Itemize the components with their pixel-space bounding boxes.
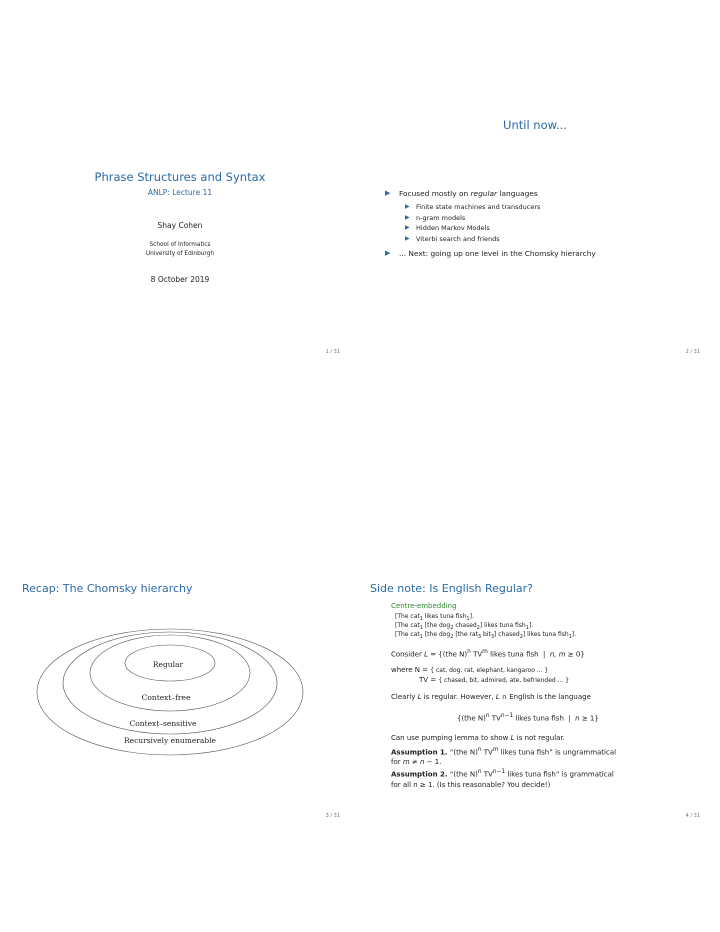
page-number: 3 / 31 — [325, 813, 340, 819]
example-sentence-1: [The cat$_1$ likes tuna fish$_1$]. — [395, 613, 474, 623]
slide-3 — [10, 580, 350, 820]
slide-4 — [365, 580, 705, 820]
clearly-regular: Clearly L is regular. However, L ∩ English is the language — [391, 693, 591, 701]
sub-bullet: ▶ Hidden Markov Models — [405, 223, 695, 234]
date: 8 October 2019 — [150, 275, 210, 284]
intersection-language: {(the N)$^n$ $TV^{n-1}$ likes tuna fish | n ≥ 1} — [457, 713, 599, 723]
pumping-lemma: Can use pumping lemma to show L is not regular. — [391, 734, 565, 742]
sub-bullet: ▶ n-gram models — [405, 213, 695, 224]
slide-2 — [365, 115, 705, 355]
sub-bullet-list — [405, 202, 695, 244]
sub-bullet: ▶ Viterbi search and friends — [405, 234, 695, 245]
slide-1 — [10, 115, 350, 355]
chomsky-hierarchy-diagram — [10, 605, 350, 800]
slide-title: Side note: Is English Regular? — [370, 582, 533, 595]
label-recursively-enumerable: Recursively enumerable — [124, 736, 216, 745]
example-sentence-3: [The cat$_1$ [the dog$_2$ [the rat$_3$ bit$_3$] chased$_2$] likes tuna fish$_1$]. — [395, 631, 577, 641]
slide-title: Recap: The Chomsky hierarchy — [22, 582, 193, 595]
centre-embedding-heading: Centre-embedding — [391, 602, 457, 610]
label-context-sensitive: Context–sensitive — [129, 719, 197, 728]
example-sentence-2: [The cat$_1$ [the dog$_2$ chased$_2$] likes tuna fish$_1$]. — [395, 622, 534, 632]
assumption-2: Assumption 2. “(the N)$^n$ $TV^{n-1}$ likes tuna fish” is grammatical — [391, 769, 614, 779]
author: Shay Cohen — [157, 221, 203, 230]
affiliation-school: School of Informatics — [149, 242, 211, 248]
bullet-next: ▶ ... Next: going up one level in the Chomsky hierarchy — [385, 249, 695, 258]
assumption-1: Assumption 1. “(the N)$^n$ $TV^m$ likes tuna fish” is ungrammatical — [391, 747, 617, 757]
where-N: where N = { cat, dog, rat, elephant, kangaroo ... } — [391, 666, 549, 674]
affiliation-university: University of Edinburgh — [145, 251, 215, 257]
slide-title: Phrase Structures and Syntax — [94, 170, 266, 184]
page-number: 2 / 31 — [685, 349, 700, 355]
consider-definition: Consider L = {(the N)$^n$ $TV^m$ likes tuna fish | n, m ≥ 0} — [391, 649, 585, 659]
label-context-free: Context–free — [141, 693, 191, 702]
assumption-2-condition: for all n ≥ 1. (Is this reasonable? You decide!) — [391, 781, 551, 789]
slide-subtitle: ANLP: Lecture 11 — [147, 188, 213, 197]
label-regular: Regular — [152, 660, 184, 669]
page-number: 1 / 31 — [325, 349, 340, 355]
bullet-regular: ▶ Focused mostly on regular languages ▶ Finite state machines and transducers ▶ n-gram models ▶ Hidden Markov Models ▶ Viterbi search and friends — [385, 189, 695, 244]
bullet-list — [385, 189, 695, 258]
where-TV: TV = { chased, bit, admired, ate, befriended ... } — [419, 676, 570, 684]
assumption-1-condition: for m ≠ n − 1. — [391, 758, 442, 766]
slide-title: Until now... — [503, 118, 567, 132]
sub-bullet: ▶ Finite state machines and transducers — [405, 202, 695, 213]
page-number: 4 / 31 — [685, 813, 700, 819]
